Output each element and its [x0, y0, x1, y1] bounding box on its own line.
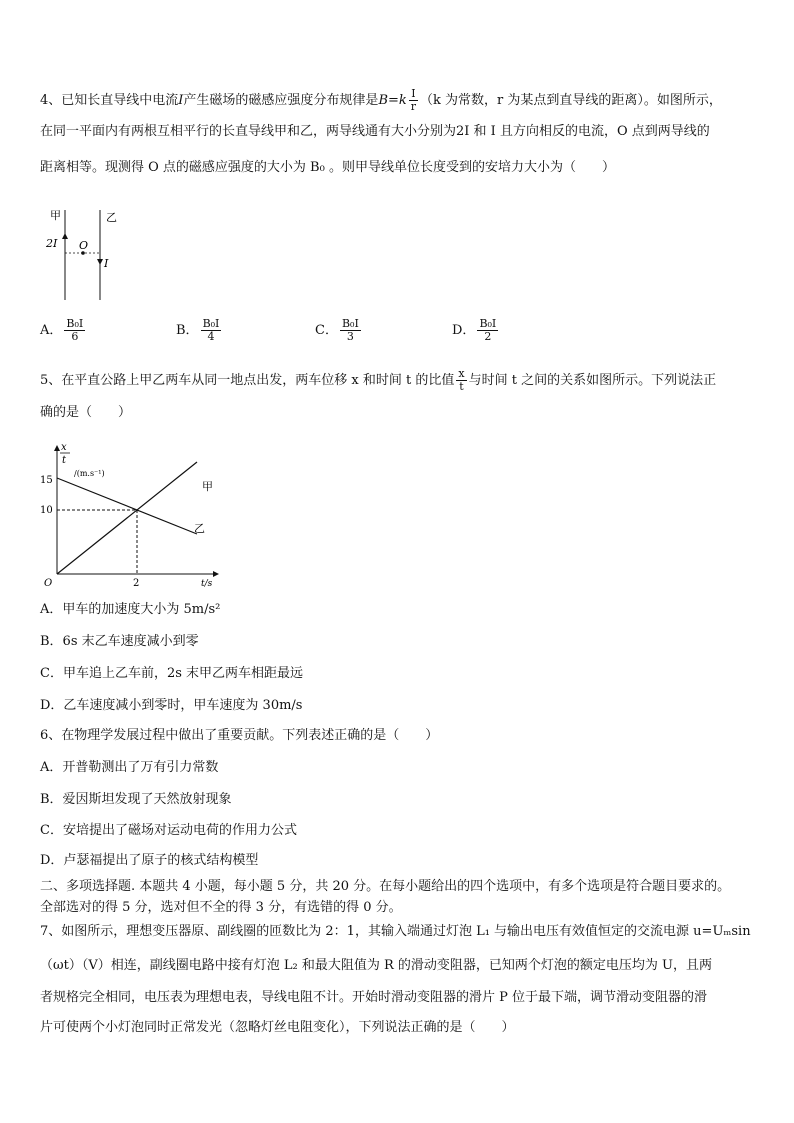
label-i: I [104, 257, 109, 270]
q5-graph [36, 440, 226, 590]
q4-formula: B=k [378, 93, 407, 108]
q4-option-a[interactable] [40, 318, 87, 343]
option-letter: C． [315, 323, 338, 338]
y-axis-denominator: t [62, 455, 67, 466]
q5-option-b[interactable]: B．6s 末乙车速度减小到零 [40, 634, 199, 649]
option-letter: D． [452, 323, 476, 338]
label-2i: 2I [46, 237, 58, 250]
q5-text: 与时间 t 之间的关系如图所示。下列说法正 [468, 373, 717, 388]
y-axis-unit: /(m.s⁻¹) [74, 469, 105, 478]
q6-option-a[interactable]: A．开普勒测出了万有引力常数 [40, 760, 219, 775]
fraction-denominator: 3 [346, 330, 354, 343]
q4-formula-fraction [409, 88, 418, 113]
q4-text: （k 为常数，r 为某点到直导线的距离）。如图所示， [420, 93, 722, 108]
fraction-denominator: 2 [484, 330, 492, 343]
q5-text: 5、在平直公路上甲乙两车从同一地点出发，两车位移 x 和时间 t 的比值 [40, 373, 455, 388]
fraction-denominator: 6 [71, 330, 79, 343]
q5-ratio-fraction [456, 368, 466, 393]
q4-line-1 [40, 88, 722, 113]
x-axis-label: t/s [201, 579, 213, 589]
q6-option-c[interactable]: C．安培提出了磁场对运动电荷的作用力公式 [40, 823, 297, 838]
q5-option-a[interactable]: A．甲车的加速度大小为 5m/s² [40, 602, 221, 617]
q4-line-2: 在同一平面内有两根互相平行的长直导线甲和乙，两导线通有大小分别为2I 和 I 且方向相反的电流，O 点到两导线的 [40, 124, 710, 139]
arrow-up-icon [62, 233, 68, 239]
q4-wires-figure [40, 205, 140, 305]
fraction-denominator: 4 [207, 330, 215, 343]
fraction-numerator: B₀I [341, 317, 359, 330]
q4-option-b[interactable] [176, 318, 223, 343]
tick-y-10: 10 [40, 505, 53, 516]
q7-line-2: （ωt）（V）相连，副线圈电路中接有灯泡 L₂ 和最大阻值为 R 的滑动变阻器，已知两个灯泡的额定电压均为 U，且两 [40, 958, 712, 973]
option-fraction [201, 318, 222, 343]
tick-y-15: 15 [40, 475, 53, 486]
fraction-numerator: B₀I [66, 317, 84, 330]
label-o: O [79, 239, 89, 252]
fraction-denominator: t [459, 380, 464, 393]
series-label-jia: 甲 [202, 480, 213, 493]
fraction-numerator: B₀I [479, 317, 497, 330]
option-fraction [340, 318, 361, 343]
option-fraction [477, 318, 498, 343]
fraction-denominator: r [410, 100, 417, 113]
q4-text: 4、已知长直导线中电流 [40, 93, 179, 108]
label-yi: 乙 [106, 211, 117, 224]
q4-line-3: 距离相等。现测得 O 点的磁感应强度的大小为 B₀ 。则甲导线单位长度受到的安培力大小为（ ） [40, 160, 615, 175]
q5-line-1 [40, 368, 716, 393]
q6-stem: 6、在物理学发展过程中做出了重要贡献。下列表述正确的是（ ） [40, 728, 439, 743]
q6-option-b[interactable]: B．爱因斯坦发现了天然放射现象 [40, 792, 232, 807]
series-line-yi [57, 478, 197, 534]
q7-line-1: 7、如图所示，理想变压器原、副线圈的匝数比为 2：1，其输入端通过灯泡 L₁ 与输出电压有效值恒定的交流电源 u=Uₘsin [40, 924, 751, 939]
q5-option-d[interactable]: D．乙车速度减小到零时，甲车速度为 30m/s [40, 698, 303, 713]
origin-label: O [44, 578, 53, 589]
y-axis-numerator: x [61, 442, 67, 453]
option-fraction [64, 318, 85, 343]
label-jia: 甲 [50, 209, 61, 222]
q4-text: 产生磁场的磁感应强度分布规律是 [183, 93, 379, 108]
q4-option-c[interactable] [315, 318, 363, 343]
series-line-jia [57, 462, 197, 574]
option-letter: B． [176, 323, 199, 338]
q6-option-d[interactable]: D．卢瑟福提出了原子的核式结构模型 [40, 853, 259, 868]
section2-line-2: 全部选对的得 5 分，选对但不全的得 3 分，有选错的得 0 分。 [40, 900, 402, 915]
tick-x-2: 2 [133, 578, 140, 589]
q5-line-2: 确的是（ ） [40, 405, 132, 420]
series-label-yi: 乙 [194, 522, 205, 535]
q4-option-d[interactable] [452, 318, 500, 343]
fraction-numerator: I [409, 88, 418, 101]
q7-line-4: 片可使两个小灯泡同时正常发光（忽略灯丝电阻变化），下列说法正确的是（ ） [40, 1020, 515, 1035]
arrow-down-icon [97, 259, 103, 265]
fraction-numerator: x [458, 367, 465, 380]
q4-current-symbol: I [178, 93, 184, 108]
q5-option-c[interactable]: C．甲车追上乙车前，2s 末甲乙两车相距最远 [40, 666, 304, 681]
fraction-numerator: B₀I [202, 317, 220, 330]
option-letter: A． [40, 323, 63, 338]
q7-line-3: 者规格完全相同，电压表为理想电表，导线电阻不计。开始时滑动变阻器的滑片 P 位于最下端，调节滑动变阻器的滑 [40, 990, 708, 1005]
section2-line-1: 二、多项选择题. 本题共 4 小题，每小题 5 分，共 20 分。在每小题给出的四个选项中，有多个选项是符合题目要求的。 [40, 879, 731, 894]
